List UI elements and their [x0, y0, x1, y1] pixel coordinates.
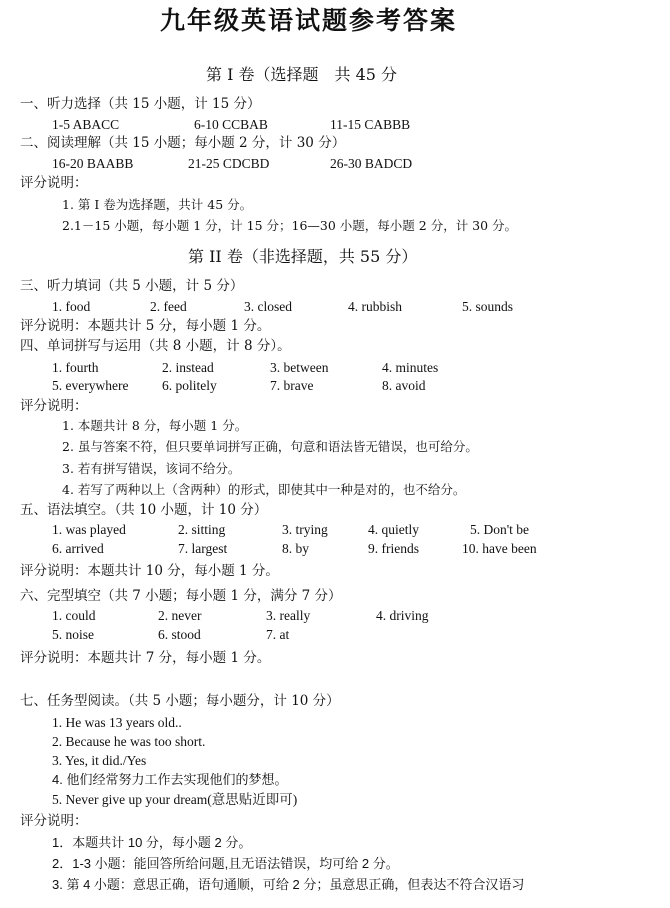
answer-21-25: 21-25 CDCBD	[188, 156, 270, 171]
spelling-scoring-note-2: 2. 虽与答案不符，但只要单词拼写正确，句意和语法皆无错误，也可给分。	[62, 439, 478, 454]
grammar-answer-2: 2. sitting	[178, 522, 226, 537]
grammar-answer-6: 6. arrived	[52, 541, 104, 556]
spelling-scoring-note-4: 4. 若写了两种以上（含两种）的形式，即使其中一种是对的，也不给分。	[62, 482, 466, 497]
cloze-answer-7: 7. at	[266, 627, 290, 642]
answer-6-10: 6-10 CCBAB	[194, 117, 268, 132]
cloze-answer-3: 3. really	[266, 608, 311, 623]
part1-scoring-note-1: 1. 第 I 卷为选择题，共计 45 分。	[62, 197, 253, 212]
task-reading-heading: 七、任务型阅读。（共 5 小题；每小题分，计 10 分）	[20, 693, 340, 709]
task-answer-2: 2. Because he was too short.	[52, 734, 206, 749]
task-scoring-note-2: 2．1-3 小题：能回答所给问题,且无语法错误，均可给 2 分。	[52, 856, 399, 871]
task-answer-3: 3. Yes, it did./Yes	[52, 753, 147, 768]
task-answer-5: 5. Never give up your dream(意思贴近即可)	[52, 792, 298, 807]
grammar-answer-9: 9. friends	[368, 541, 419, 556]
spelling-scoring-note-1: 1. 本题共计 8 分，每小题 1 分。	[62, 418, 248, 433]
cloze-answer-6: 6. stood	[158, 627, 201, 642]
fill-answer-4: 4. rubbish	[348, 299, 402, 314]
spelling-answer-2: 2. instead	[162, 360, 214, 375]
page-title: 九年级英语试题参考答案	[160, 6, 458, 35]
spelling-scoring-label: 评分说明：	[20, 398, 88, 414]
reading-heading: 二、阅读理解（共 15 小题；每小题 2 分，计 30 分）	[20, 135, 346, 151]
spelling-answer-8: 8. avoid	[382, 378, 426, 393]
grammar-scoring: 评分说明：本题共计 10 分，每小题 1 分。	[20, 563, 279, 579]
part1-scoring-label: 评分说明：	[20, 175, 88, 191]
cloze-answer-4: 4. driving	[376, 608, 429, 623]
spelling-scoring-note-3: 3. 若有拼写错误，该词不给分。	[62, 461, 241, 476]
grammar-answer-10: 10. have been	[462, 541, 537, 556]
task-scoring-note-1: 1．本题共计 10 分，每小题 2 分。	[52, 835, 252, 850]
part1-heading: 第 I 卷（选择题 共 45 分	[206, 65, 398, 84]
task-answer-4: 4. 他们经常努力工作去实现他们的梦想。	[52, 772, 288, 787]
cloze-scoring: 评分说明：本题共计 7 分，每小题 1 分。	[20, 650, 271, 666]
spelling-answer-5: 5. everywhere	[52, 378, 129, 393]
grammar-answer-8: 8. by	[282, 541, 309, 556]
spelling-answer-6: 6. politely	[162, 378, 217, 393]
task-answer-1: 1. He was 13 years old..	[52, 715, 182, 730]
grammar-answer-1: 1. was played	[52, 522, 126, 537]
answer-1-5: 1-5 ABACC	[52, 117, 120, 132]
task-scoring-note-3: 3. 第 4 小题：意思正确，语句通顺，可给 2 分；虽意思正确，但表达不符合汉语习	[52, 877, 525, 892]
fill-answer-1: 1. food	[52, 299, 91, 314]
listening-fill-heading: 三、听力填词（共 5 小题，计 5 分）	[20, 278, 244, 294]
spelling-answer-7: 7. brave	[270, 378, 314, 393]
spelling-answer-1: 1. fourth	[52, 360, 99, 375]
grammar-answer-3: 3. trying	[282, 522, 328, 537]
cloze-answer-2: 2. never	[158, 608, 202, 623]
spelling-answer-3: 3. between	[270, 360, 329, 375]
fill-answer-2: 2. feed	[150, 299, 187, 314]
fill-answer-5: 5. sounds	[462, 299, 514, 314]
answer-26-30: 26-30 BADCD	[330, 156, 413, 171]
listening-fill-scoring: 评分说明：本题共计 5 分，每小题 1 分。	[20, 318, 271, 334]
part1-scoring-note-2: 2.1－15 小题，每小题 1 分，计 15 分；16—30 小题，每小题 2 分，计 30 分。	[62, 218, 518, 233]
task-scoring-label: 评分说明：	[20, 813, 88, 829]
spelling-answer-4: 4. minutes	[382, 360, 439, 375]
spelling-heading: 四、单词拼写与运用（共 8 小题，计 8 分）。	[20, 338, 291, 354]
listening-choice-heading: 一、听力选择（共 15 小题，计 15 分）	[20, 96, 261, 112]
grammar-answer-5: 5. Don't be	[470, 522, 530, 537]
cloze-answer-5: 5. noise	[52, 627, 94, 642]
answer-16-20: 16-20 BAABB	[52, 156, 134, 171]
cloze-heading: 六、完型填空（共 7 小题；每小题 1 分，满分 7 分）	[20, 588, 342, 604]
grammar-answer-7: 7. largest	[178, 541, 228, 556]
answer-11-15: 11-15 CABBB	[330, 117, 411, 132]
part2-heading: 第 II 卷（非选择题，共 55 分）	[188, 247, 418, 266]
grammar-answer-4: 4. quietly	[368, 522, 419, 537]
cloze-answer-1: 1. could	[52, 608, 96, 623]
grammar-heading: 五、语法填空。（共 10 小题，计 10 分）	[20, 502, 268, 518]
fill-answer-3: 3. closed	[244, 299, 292, 314]
